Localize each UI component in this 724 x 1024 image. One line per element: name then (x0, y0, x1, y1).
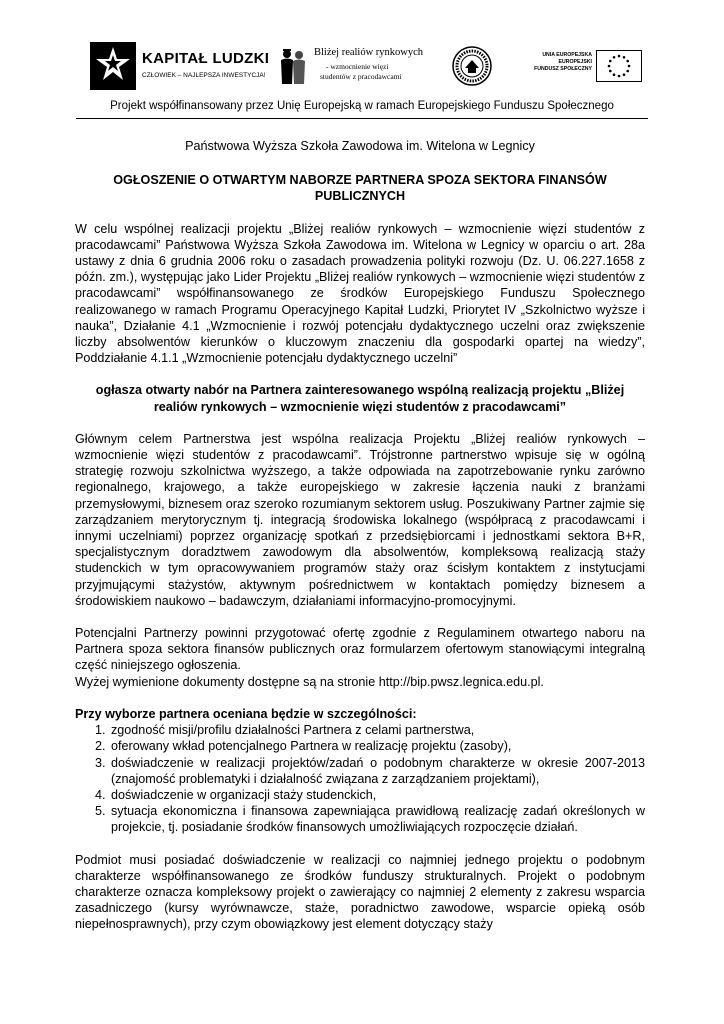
eu-logo (534, 50, 644, 86)
kapital-ludzki-title: KAPITAŁ LUDZKI (142, 50, 270, 67)
kapital-ludzki-subtitle: CZŁOWIEK – NAJLEPSZA INWESTYCJA! (142, 72, 266, 79)
eu-line1: UNIA EUROPEJSKA (542, 52, 592, 58)
announcement: ogłasza otwarty nabór na Partnera zainteresowanego wspólną realizacją projektu „Bliżej realiów rynkowych – wzmocnienie więzi studentów z pracodawcami” (95, 383, 625, 414)
offer-paragraph: Potencjalni Partnerzy powinni przygotować ofertę zgodnie z Regulaminem otwartego naboru na Partnera spoza sektora finansów publicznych oraz formularzem ofertowym stanowiącymi integralną część niniejszego ogłoszenia. (75, 626, 645, 673)
eu-line3: FUNDUSZ SPOŁECZNY (534, 66, 592, 72)
blizej-line1: Bliżej realiów rynkowych (314, 47, 424, 58)
criteria-item: 3. doświadczenie w realizacji projektów/zadań o podobnym charakterze w okresie 2007-2013 (znajomość problematyki i działalność związana z zarządzaniem projektami), (109, 755, 645, 787)
criteria-heading: Przy wyborze partnera oceniana będzie w szczególności: (75, 706, 417, 721)
institution-name: Państwowa Wyższa Szkoła Zawodowa im. Witelona w Legnicy (185, 139, 535, 153)
header-divider (76, 118, 648, 119)
logo-bar (78, 38, 648, 94)
kapital-ludzki-star-icon (90, 42, 136, 90)
eu-flag-icon (596, 50, 642, 82)
criteria-item: 4. doświadczenie w organizacji staży studenckich, (109, 787, 645, 803)
criteria-item: 1. zgodność misji/profilu działalności Partnera z celami partnerstwa, (109, 722, 645, 738)
criteria-item: 5. sytuacja ekonomiczna i finansowa zapewniająca prawidłową realizację zadań określonych w projekcie, tj. posiadanie środków finansowych umożliwiających rozpoczęcie działań. (109, 803, 645, 835)
blizej-realiow-logo (278, 44, 428, 90)
document-body (75, 138, 645, 933)
graduates-figures-icon (278, 46, 308, 86)
partnership-goal-paragraph: Głównym celem Partnerstwa jest wspólna realizacja Projektu „Bliżej realiów rynkowych – wzmocnienie więzi studentów z pracodawcami”. Trójstronne partnerstwo wpisuje się w ogólną strategię rozwoju szkolnictwa wyższego, a także odpowiada na zapotrzebowanie rynku zarówno regionalnego, krajowego, a także europejskiego w zakresie łączenia nauki z branżami przemysłowymi, biznesem oraz szeroko rozumianym sektorem usług. Poszukiwany Partner zajmie się zarządzaniem merytorycznym tj. integracją środowiska lokalnego (współpracą z pracodawcami i innymi uczelniami) poprzez organizację spotkań z przedsiębiorcami i jednostkami sektora B+R, specjalistycznym doradztwem zawodowym dla absolwentów, kompleksową realizacją staży studenckich w tym opracowywaniem programów staży oraz ścisłym kontaktem z instytucjami przyjmującymi stażystów, aktywnym pośrednictwem w kontaktach pomiędzy biznesem a środowiskiem naukowo – badawczym, działaniami informacyjno-promocyjnymi. (75, 431, 645, 608)
kapital-ludzki-logo (90, 42, 270, 90)
eu-line2: EUROPEJSKI (558, 59, 592, 65)
criteria-list (75, 722, 645, 835)
university-seal-icon (452, 46, 492, 86)
experience-paragraph: Podmiot musi posiadać doświadczenie w realizacji co najmniej jednego projektu o podobnym charakterze współfinansowanego ze środków funduszy strukturalnych. Projekt o podobnym charakterze oznacza kompleksowy projekt o zawierający co najmniej 2 elementy z zakresu wsparcia zasadniczego (kursy wyrównawcze, staże, poradnictwo zawodowe, wsparcie opieką osób niepełnosprawnych), przy czym obowiązkowy jest element dotyczący staży (75, 852, 645, 932)
blizej-line2: - wzmocnienie więzi (326, 62, 389, 71)
intro-paragraph: W celu wspólnej realizacji projektu „Bliżej realiów rynkowych – wzmocnienie więzi studentów z pracodawcami” Państwowa Wyższa Szkoła Zawodowa im. Witelona w Legnicy w oparciu o art. 28a ustawy z dnia 6 grudnia 2006 roku o zasadach prowadzenia polityki rozwoju (Dz. U. 06.227.1658 z późn. zm.), występując jako Lider Projektu „Bliżej realiów rynkowych – wzmocnienie więzi studentów z pracodawcami” współfinansowanego ze środków Europejskiego Funduszu Społecznego realizowanego w ramach Programu Operacyjnego Kapitał Ludzki, Priorytet IV „Szkolnictwo wyższe i nauka”, Działanie 4.1 „Wzmocnienie i rozwój potencjału dydaktycznego uczelni oraz zwiększenie liczby absolwentów kierunków o kluczowym znaczeniu dla gospodarki opartej na wiedzy”, Poddziałanie 4.1.1 „Wzmocnienie potencjału dydaktycznego uczelni” (75, 221, 645, 366)
cofinancing-header: Projekt współfinansowany przez Unię Europejską w ramach Europejskiego Funduszu Społecznego (110, 100, 614, 112)
criteria-item: 2. oferowany wkład potencjalnego Partnera w realizację projektu (zasoby), (109, 738, 645, 754)
document-title: OGŁOSZENIE O OTWARTYM NABORZE PARTNERA SPOZA SEKTORA FINANSÓW PUBLICZNYCH (113, 173, 607, 204)
eu-text (534, 52, 592, 73)
documents-paragraph: Wyżej wymienione dokumenty dostępne są na stronie http://bip.pwsz.legnica.edu.pl. (75, 674, 544, 689)
blizej-line3: studentów z pracodawcami (320, 72, 402, 81)
